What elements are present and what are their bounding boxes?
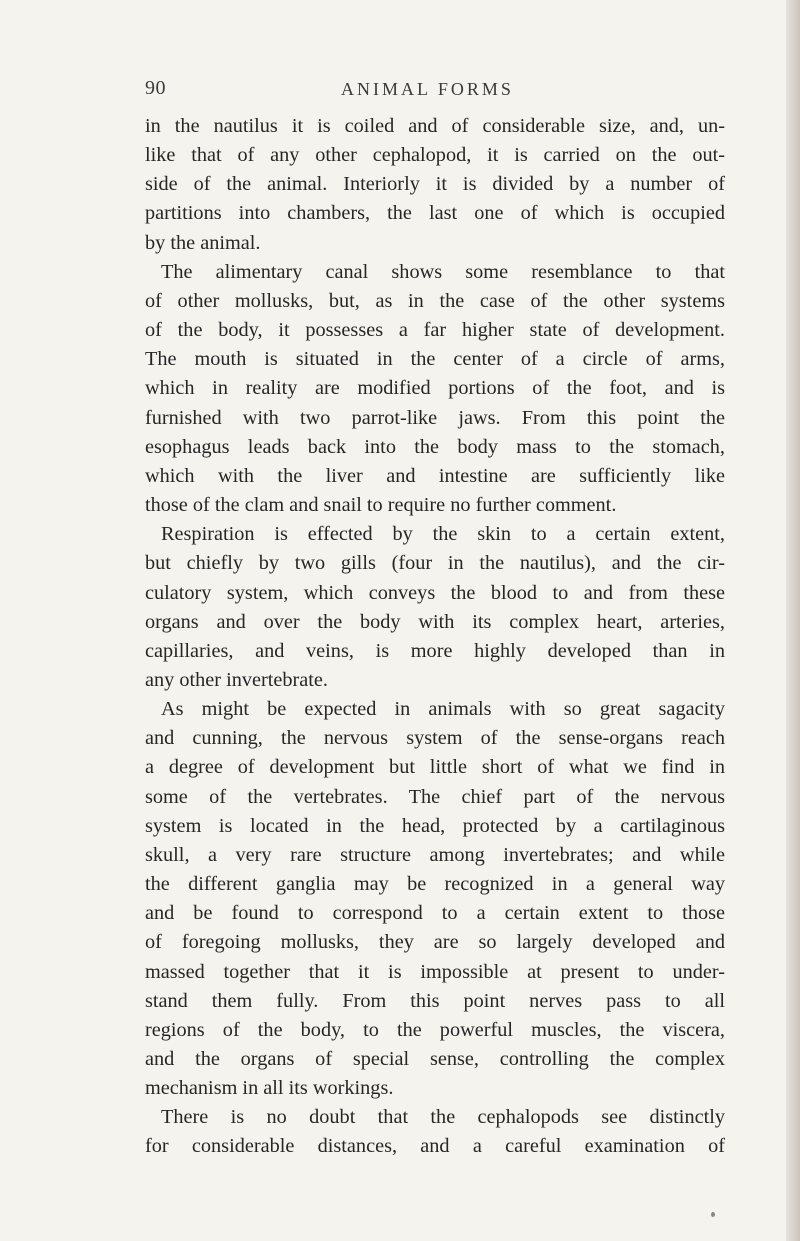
text-line: which with the liver and intestine are sufficiently like — [145, 464, 725, 487]
text-line: in the nautilus it is coiled and of considerable size, and, un- — [145, 115, 725, 137]
text-line: The mouth is situated in the center of a circle of arms, — [145, 348, 725, 371]
running-head: ANIMAL FORMS — [341, 79, 514, 99]
text-line: and cunning, the nervous system of the sense-organs reach — [145, 727, 725, 750]
text-line: of other mollusks, but, as in the case of the other systems — [145, 289, 725, 312]
text-line: The alimentary canal shows some resemblance to that — [161, 260, 725, 283]
text-line: side of the animal. Interiorly it is divided by a number of — [145, 173, 725, 196]
text-line: a degree of development but little short of what we find in — [145, 756, 725, 779]
text-line: mechanism in all its workings. — [145, 1077, 394, 1100]
text-line: for considerable distances, and a careful examination of — [145, 1135, 725, 1158]
text-line: system is located in the head, protected by a cartilaginous — [145, 814, 725, 837]
text-line: capillaries, and veins, is more highly developed than in — [145, 639, 725, 662]
text-line: stand them fully. From this point nerves pass to all — [145, 989, 725, 1012]
text-line: of foregoing mollusks, they are so largely developed and — [145, 931, 725, 954]
text-line: furnished with two parrot-like jaws. From this point the — [145, 406, 725, 429]
page-header — [145, 77, 715, 117]
text-line: skull, a very rare structure among invertebrates; and while — [145, 843, 725, 866]
page-edge-shadow — [786, 0, 800, 1241]
text-line: Respiration is effected by the skin to a certain extent, — [161, 523, 725, 546]
text-line: of the body, it possesses a far higher state of development. — [145, 319, 725, 342]
text-line: but chiefly by two gills (four in the nautilus), and the cir- — [145, 552, 725, 575]
text-line: As might be expected in animals with so great sagacity — [161, 698, 725, 721]
text-line: and be found to correspond to a certain extent to those — [145, 902, 725, 925]
text-line: organs and over the body with its complex heart, arteries, — [145, 610, 725, 633]
text-line: regions of the body, to the powerful muscles, the viscera, — [145, 1018, 725, 1041]
text-line: which in reality are modified portions of the foot, and is — [145, 377, 725, 400]
body-text — [145, 112, 725, 1162]
text-line: There is no doubt that the cephalopods see distinctly — [161, 1106, 725, 1129]
text-line: massed together that it is impossible at present to under- — [145, 960, 725, 983]
text-line: the different ganglia may be recognized in a general way — [145, 873, 725, 896]
text-line: and the organs of special sense, controlling the complex — [145, 1048, 725, 1070]
text-line: any other invertebrate. — [145, 668, 329, 691]
page-number: 90 — [145, 77, 166, 99]
ink-speck — [711, 1212, 715, 1217]
text-line: partitions into chambers, the last one of which is occupied — [145, 202, 725, 225]
text-line: those of the clam and snail to require no further comment. — [145, 494, 617, 517]
text-line: like that of any other cephalopod, it is carried on the out- — [145, 144, 725, 167]
text-line: by the animal. — [145, 231, 261, 254]
text-line: some of the vertebrates. The chief part of the nervous — [145, 785, 725, 808]
text-line: culatory system, which conveys the blood to and from these — [145, 581, 725, 604]
text-line: esophagus leads back into the body mass to the stomach, — [145, 435, 725, 458]
